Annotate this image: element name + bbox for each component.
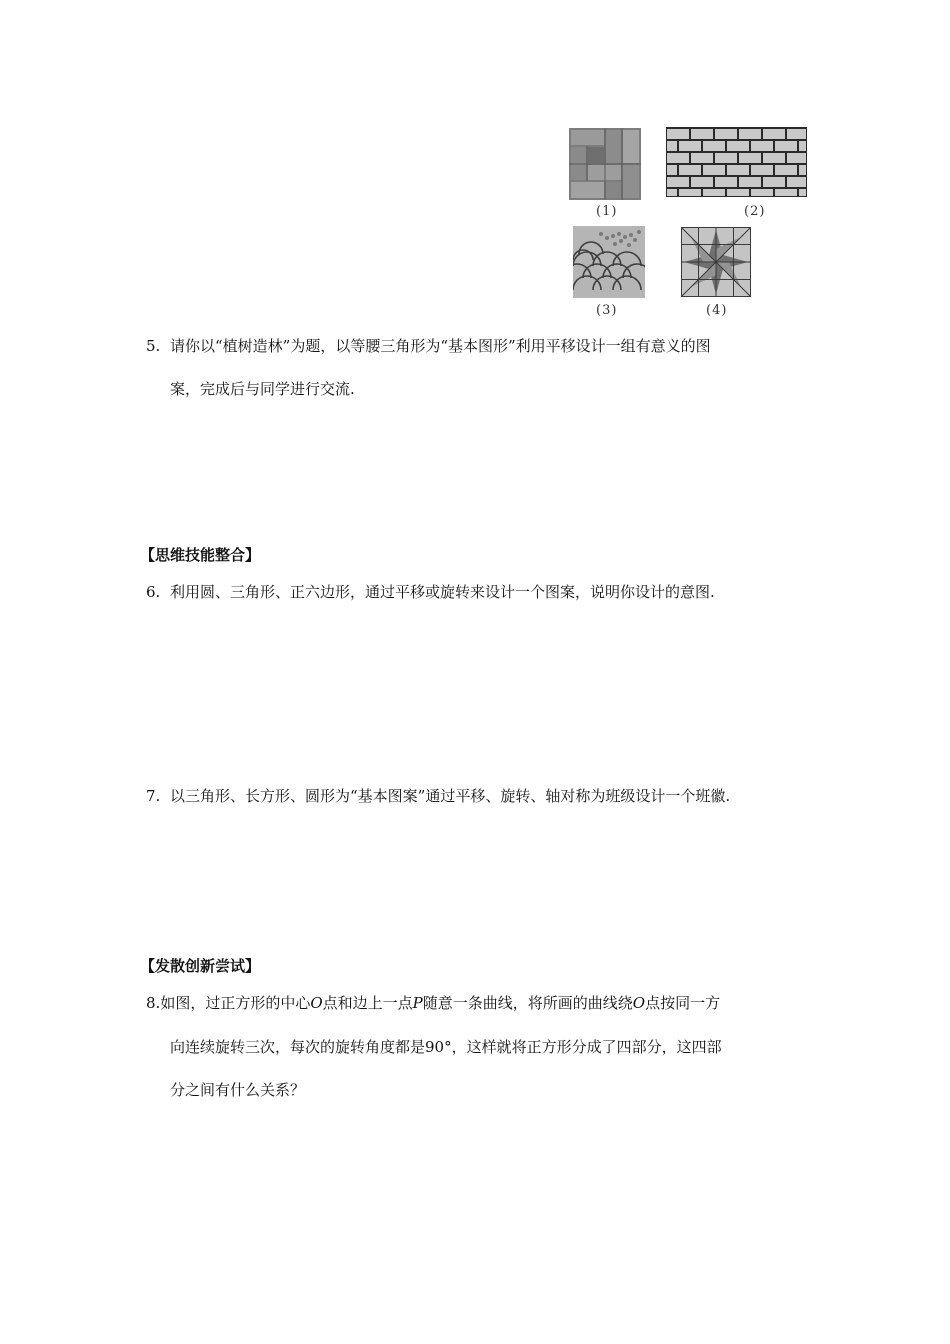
- q5-line-2: 案，完成后与同学进行交流.: [170, 380, 355, 398]
- q8-text-d: 点按同一方: [645, 994, 721, 1012]
- section-heading-creative-attempt: 【发散创新尝试】: [140, 957, 261, 975]
- q8-number: 8.: [146, 994, 161, 1012]
- figure-3-scale-pattern: [573, 226, 645, 298]
- q8-line-3: 分之间有什么关系？: [170, 1081, 306, 1099]
- q6-text: 利用圆、三角形、正六边形，通过平移或旋转来设计一个图案，说明你设计的意图.: [170, 583, 715, 601]
- q8-text-a: 如图，过正方形的中心: [160, 994, 311, 1012]
- q7-text: 以三角形、长方形、圆形为“基本图案”通过平移、旋转、轴对称为班级设计一个班徽.: [170, 787, 731, 805]
- q5-line-1: 请你以“植树造林”为题，以等腰三角形为“基本图形”利用平移设计一组有意义的图: [170, 337, 711, 355]
- figure-2-label: (2): [744, 204, 766, 219]
- q8-line-2: 向连续旋转三次，每次的旋转角度都是90°，这样就将正方形分成了四部分，这四部: [170, 1038, 722, 1056]
- q8-line-1: [146, 993, 720, 1013]
- q8-var-p: P: [412, 994, 423, 1012]
- q8-text-b: 点和边上一点: [322, 994, 413, 1012]
- figure-3-label: (3): [596, 303, 618, 318]
- q6-number: 6.: [146, 583, 161, 601]
- figure-4-label: (4): [706, 303, 728, 318]
- q8-var-o: O: [310, 994, 323, 1012]
- q8-var-o-2: O: [632, 994, 646, 1012]
- q5-number: 5.: [146, 337, 161, 355]
- figure-1-tile-pattern: [569, 128, 641, 200]
- figure-1-label: (1): [596, 204, 618, 219]
- figure-4-star-pattern: [681, 227, 751, 297]
- q8-text-c: 随意一条曲线，将所画的曲线绕: [422, 994, 633, 1012]
- section-heading-thinking-skills: 【思维技能整合】: [140, 546, 261, 564]
- figure-2-brick-wall: [666, 127, 807, 197]
- q7-number: 7.: [146, 787, 161, 805]
